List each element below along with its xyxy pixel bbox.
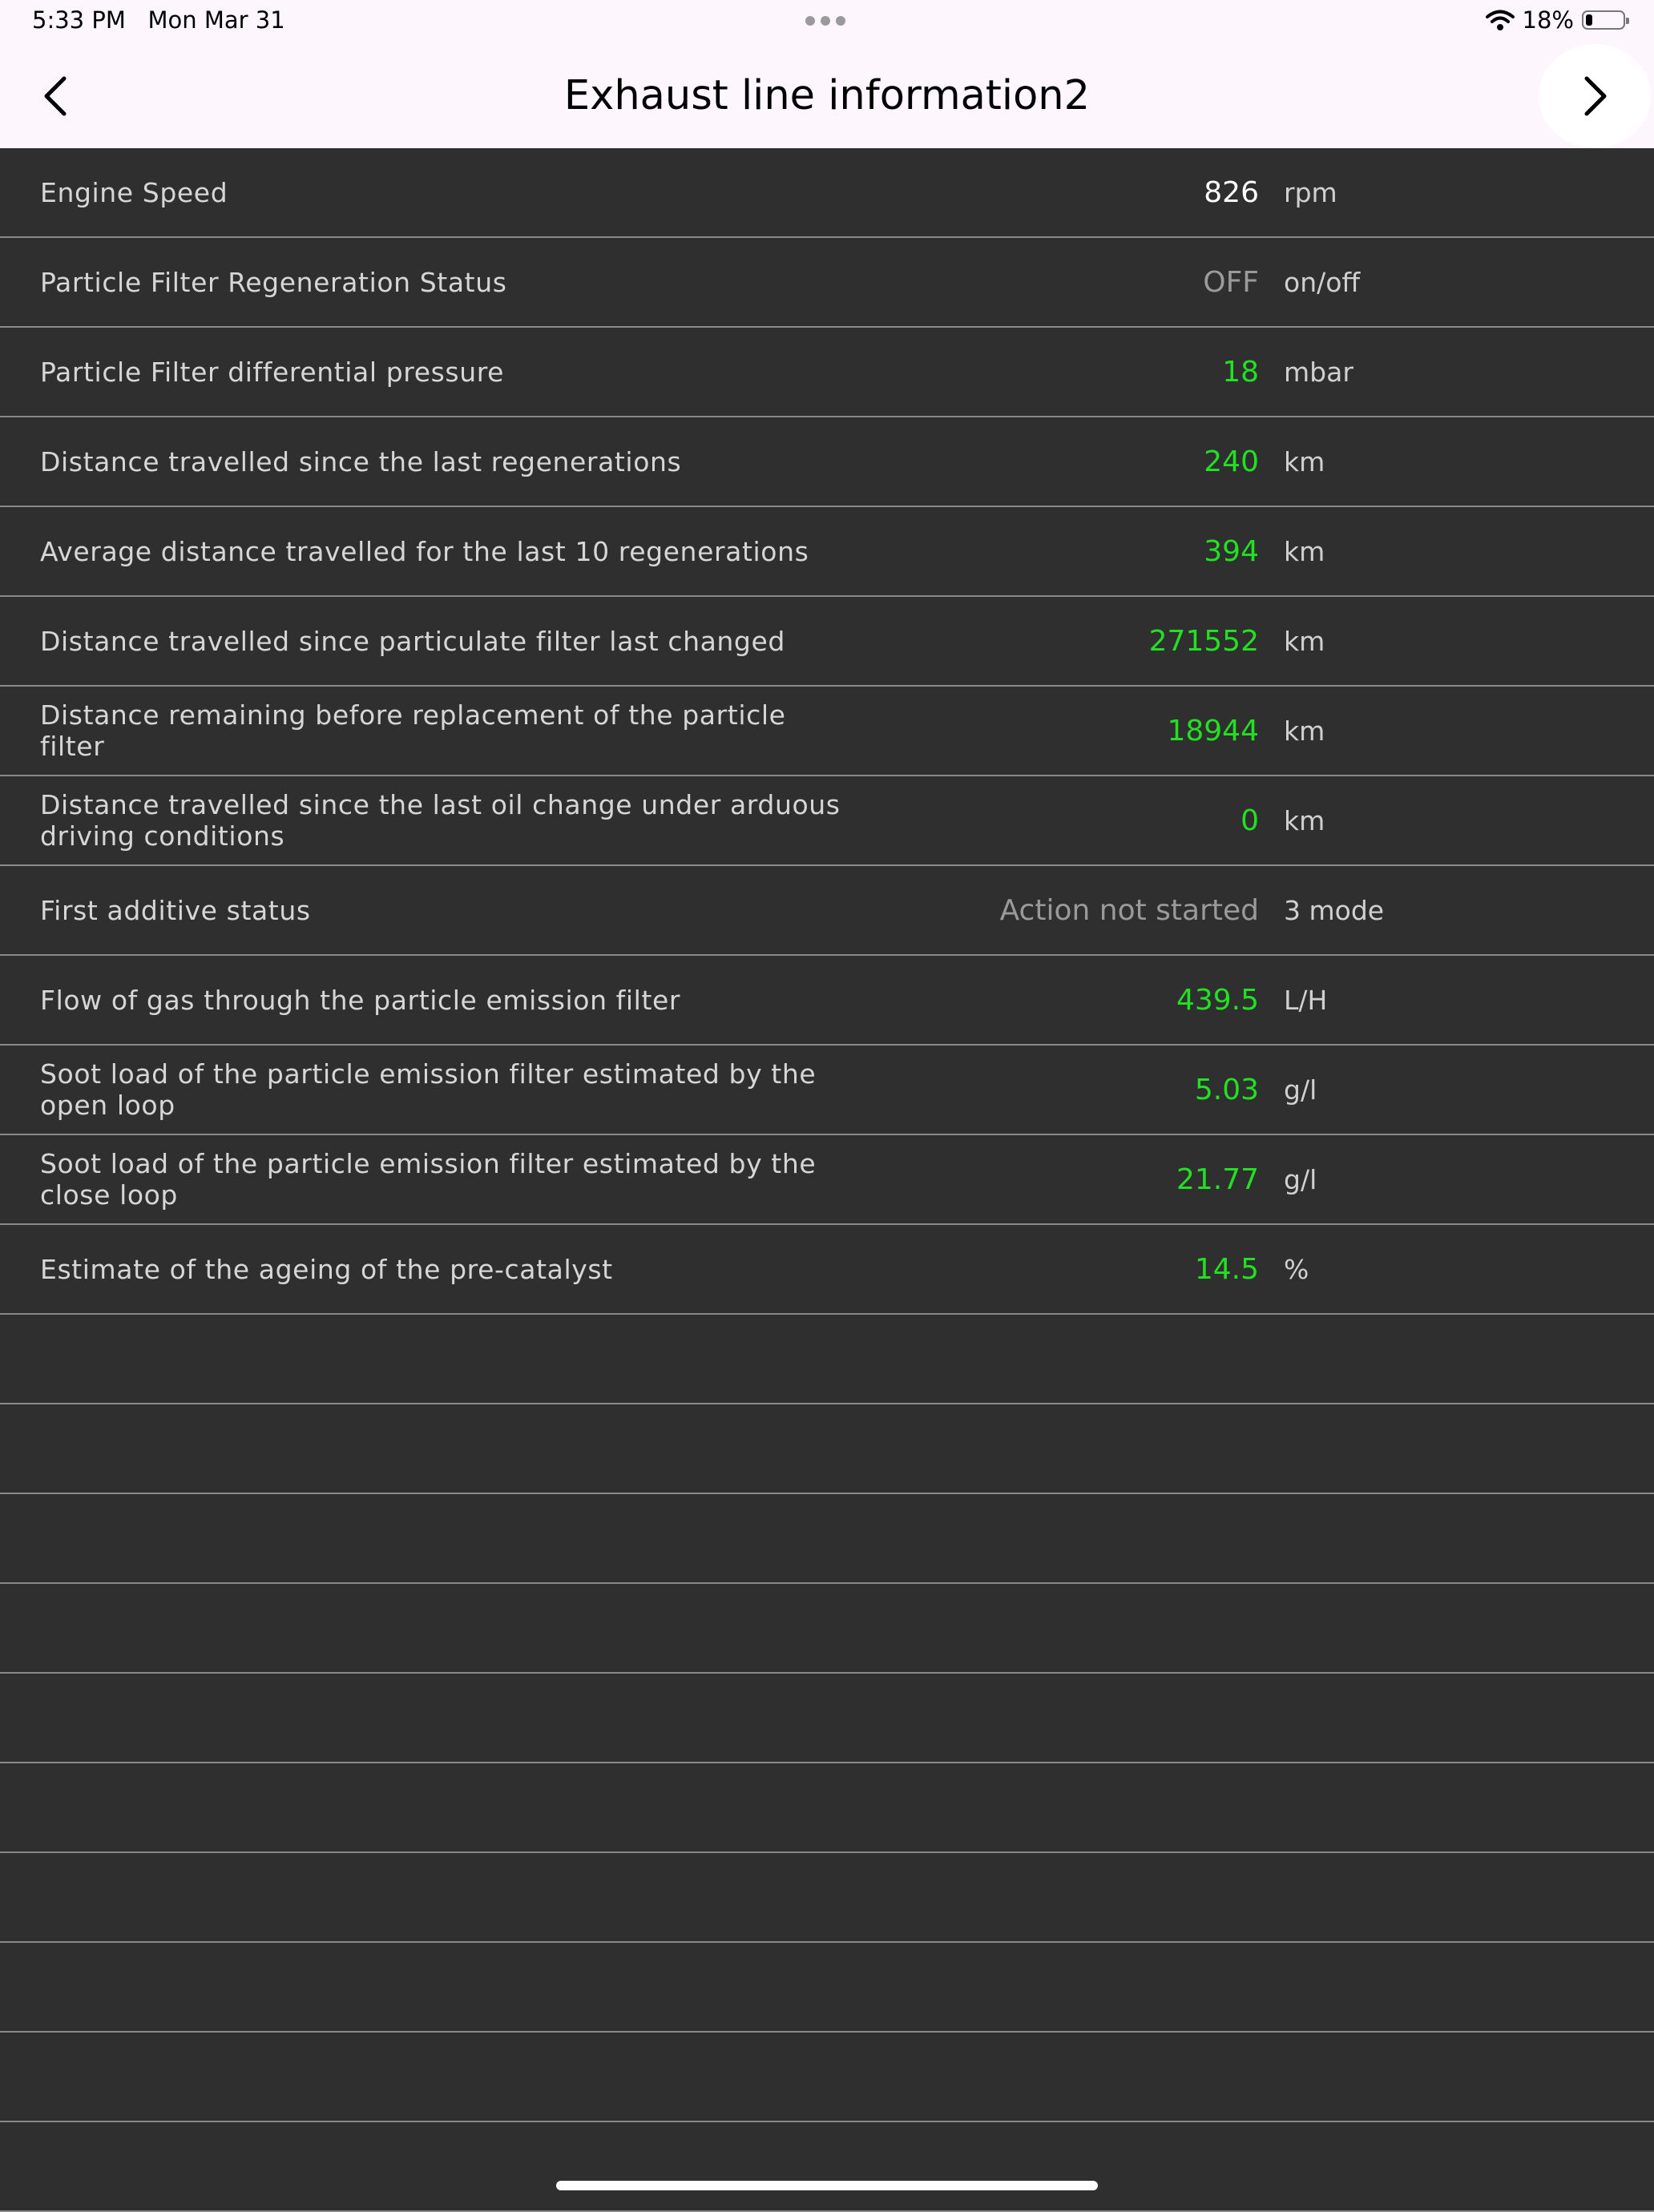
parameter-value: 271552 <box>1148 624 1259 658</box>
table-row <box>0 776 1654 866</box>
parameter-value: 18944 <box>1167 714 1259 747</box>
battery-icon <box>1582 10 1625 30</box>
parameter-label: Average distance travelled for the last 10 regenerations <box>40 535 809 567</box>
parameter-unit: on/off <box>1284 266 1361 298</box>
status-bar-time <box>32 6 285 34</box>
parameter-value: 14.5 <box>1194 1252 1259 1286</box>
parameter-label <box>40 1584 841 1672</box>
wifi-icon <box>1486 9 1515 31</box>
table-row <box>0 956 1654 1046</box>
page-title: Exhaust line information2 <box>563 72 1091 119</box>
navigation-header <box>0 0 1654 148</box>
table-row <box>0 1046 1654 1135</box>
table-row <box>0 866 1654 956</box>
status-date: Mon Mar 31 <box>147 6 285 34</box>
parameter-unit: mbar <box>1284 356 1353 388</box>
parameter-value: OFF <box>1203 265 1259 299</box>
empty-row <box>0 1853 1654 1943</box>
parameter-label: First additive status <box>40 894 311 926</box>
table-row <box>0 597 1654 687</box>
table-row <box>0 1225 1654 1315</box>
parameter-value: 0 <box>1240 804 1259 837</box>
parameter-value: 439.5 <box>1176 983 1259 1017</box>
parameter-label <box>40 1315 841 1403</box>
parameter-label <box>40 1674 841 1762</box>
parameter-unit: L/H <box>1284 984 1328 1016</box>
table-row <box>0 328 1654 417</box>
parameter-value: 21.77 <box>1176 1162 1259 1196</box>
empty-row <box>0 1584 1654 1674</box>
parameter-value: 18 <box>1222 355 1259 389</box>
parameter-label <box>40 1763 841 1851</box>
parameter-value: 394 <box>1204 534 1259 568</box>
parameter-label: Soot load of the particle emission filter estimated by the open loop <box>40 1058 817 1121</box>
parameter-unit: km <box>1284 715 1325 747</box>
parameter-unit: km <box>1284 804 1325 836</box>
parameter-unit: g/l <box>1284 1074 1317 1106</box>
parameter-label: Distance travelled since the last regenerations <box>40 445 682 477</box>
parameter-unit: % <box>1284 1253 1309 1285</box>
parameter-value: 5.03 <box>1194 1073 1259 1106</box>
status-time: 5:33 PM <box>32 6 126 34</box>
parameter-value: 826 <box>1204 175 1259 209</box>
table-row <box>0 238 1654 328</box>
parameter-list[interactable] <box>0 148 1654 2212</box>
table-row <box>0 687 1654 776</box>
chevron-right-icon <box>1579 72 1611 120</box>
parameter-unit: km <box>1284 445 1325 477</box>
parameter-label: Particle Filter differential pressure <box>40 356 505 388</box>
multitasking-dots-icon[interactable] <box>805 16 845 26</box>
parameter-label: Engine Speed <box>40 176 228 208</box>
parameter-unit: 3 mode <box>1284 894 1385 926</box>
table-row <box>0 417 1654 507</box>
empty-row <box>0 1315 1654 1404</box>
parameter-label: Particle Filter Regeneration Status <box>40 266 507 298</box>
empty-row <box>0 1763 1654 1853</box>
parameter-label <box>40 1404 841 1493</box>
parameter-label <box>40 1853 841 1941</box>
empty-row <box>0 1404 1654 1494</box>
battery-percent: 18% <box>1522 6 1574 34</box>
parameter-label: Soot load of the particle emission filter estimated by the close loop <box>40 1148 817 1211</box>
parameter-unit: km <box>1284 535 1325 567</box>
parameter-value: Action not started <box>999 893 1259 927</box>
battery-level-fill <box>1586 14 1592 26</box>
parameter-label: Distance travelled since the last oil change under arduous driving conditions <box>40 789 841 852</box>
forward-button[interactable] <box>1539 44 1651 148</box>
status-bar-right <box>1486 6 1625 34</box>
table-row <box>0 507 1654 597</box>
parameter-label: Flow of gas through the particle emission filter <box>40 984 681 1016</box>
parameter-value: 240 <box>1204 445 1259 478</box>
home-indicator[interactable] <box>556 2181 1098 2190</box>
table-row <box>0 1135 1654 1225</box>
empty-row <box>0 2122 1654 2212</box>
parameter-unit: km <box>1284 625 1325 657</box>
parameter-label <box>40 2033 841 2121</box>
parameter-label <box>40 2122 841 2210</box>
parameter-unit: g/l <box>1284 1163 1317 1195</box>
parameter-label <box>40 1943 841 2031</box>
table-row <box>0 148 1654 238</box>
empty-row <box>0 1674 1654 1763</box>
parameter-label: Estimate of the ageing of the pre-catalyst <box>40 1253 613 1285</box>
empty-row <box>0 2033 1654 2122</box>
parameter-label: Distance remaining before replacement of the particle filter <box>40 699 786 762</box>
parameter-label <box>40 1494 841 1582</box>
parameter-label: Distance travelled since particulate filter last changed <box>40 625 785 657</box>
parameter-unit: rpm <box>1284 176 1337 208</box>
empty-row <box>0 1494 1654 1584</box>
empty-row <box>0 1943 1654 2033</box>
